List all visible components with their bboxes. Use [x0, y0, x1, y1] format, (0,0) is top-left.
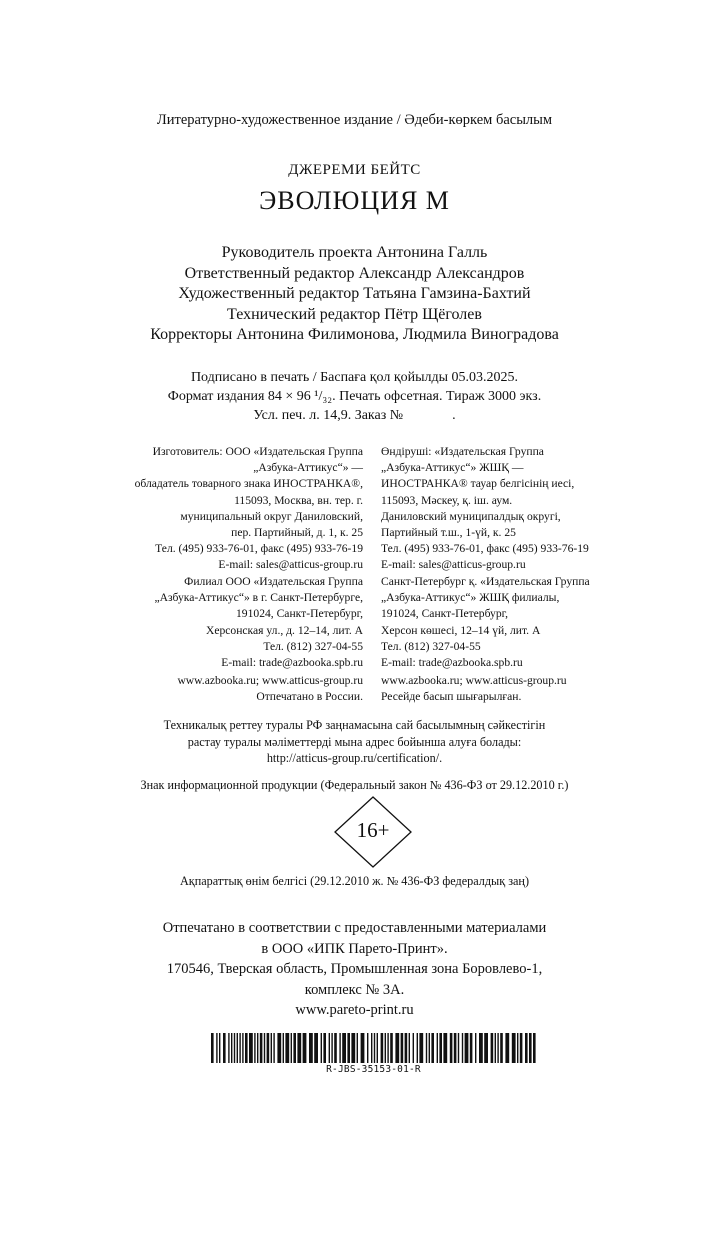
barcode-bar: [339, 1033, 340, 1063]
manufacturer-ru-email: E-mail: sales@atticus-group.ru: [218, 558, 363, 572]
barcode-bar: [401, 1033, 404, 1063]
barcode-bar: [231, 1033, 232, 1063]
manufacturer-ru-line: муниципальный округ Даниловский,: [180, 509, 363, 523]
manufacturer-kz-line: „Азбука-Аттикус“» ЖШҚ —: [381, 461, 524, 475]
barcode-bar: [314, 1033, 318, 1063]
certification-block: [0, 717, 709, 767]
branch-ru-line: Тел. (812) 327-04-55: [263, 639, 363, 653]
age-rating-badge: [333, 796, 413, 868]
manufacturer-kz-line: 115093, Мәскеу, қ. іш. аум.: [381, 493, 513, 507]
barcode-bar: [505, 1033, 509, 1063]
branch-kz-line: Тел. (812) 327-04-55: [381, 639, 481, 653]
barcode-bar: [517, 1033, 518, 1063]
barcode-bar: [321, 1033, 322, 1063]
web-ru: [177, 673, 363, 705]
barcode-bar: [342, 1033, 346, 1063]
book-title: ЭВОЛЮЦИЯ М: [259, 186, 450, 215]
barcode-bar: [470, 1033, 473, 1063]
printed-by-block: [0, 918, 709, 1021]
barcode-bar: [228, 1033, 229, 1063]
credits-block: [0, 243, 709, 346]
barcode-bar: [303, 1033, 307, 1063]
printed-in-russia: Отпечатано в России.: [256, 690, 363, 704]
barcode-bar: [351, 1033, 355, 1063]
branch-ru-line: 191024, Санкт-Петербург,: [236, 607, 363, 621]
barcode-bar: [497, 1033, 498, 1063]
barcode-bar: [334, 1033, 337, 1063]
branch-ru-line: Херсонская ул., д. 12–14, лит. А: [205, 623, 363, 637]
barcode-bar: [257, 1033, 258, 1063]
barcode-bar: [297, 1033, 301, 1063]
info-sign-law: Знак информационной продукции (Федеральный закон № 436-ФЗ от 29.12.2010 г.): [140, 778, 569, 792]
barcode-bar: [395, 1033, 399, 1063]
printed-by-line: 170546, Тверская область, Промышленная зона Боровлево-1,: [166, 961, 543, 977]
branch-kz-line: „Азбука-Аттикус“» ЖШҚ филиалы,: [381, 591, 560, 605]
barcode-bar: [377, 1033, 378, 1063]
printed-by-line: Отпечатано в соответствии с предоставленными материалами: [162, 920, 547, 936]
printed-by-line: в ООО «ИПК Парето-Принт».: [261, 940, 448, 957]
barcode-bar: [429, 1033, 430, 1063]
certification-line: растау туралы мәліметтерді мына адрес бойынша алуға болады:: [187, 734, 522, 749]
barcode-bar: [242, 1033, 243, 1063]
barcode-text: R-JBS-35153-01-R: [326, 1064, 421, 1075]
barcode-bar: [249, 1033, 253, 1063]
branch-ru-line: „Азбука-Аттикус“» в г. Санкт-Петербурге,: [154, 591, 363, 605]
branch-kz-line: Санкт-Петербург қ. «Издательская Группа: [381, 575, 590, 588]
manufacturer-ru-line: пер. Партийный, д. 1, к. 25: [231, 526, 363, 540]
websites-kz: www.azbooka.ru; www.atticus-group.ru: [381, 674, 567, 687]
manufacturer-kz-email: E-mail: sales@atticus-group.ru: [381, 558, 526, 572]
barcode-bar: [512, 1033, 516, 1063]
barcode-bar: [491, 1033, 494, 1063]
barcode-bar: [385, 1033, 386, 1063]
print-sheets-order: Усл. печ. л. 14,9. Заказ № .: [253, 408, 456, 423]
printed-by-line: комплекс № 3А.: [304, 981, 405, 998]
barcode-bar: [277, 1033, 281, 1063]
barcode-bar: [285, 1033, 289, 1063]
barcode-bar: [419, 1033, 423, 1063]
barcode-bar: [381, 1033, 384, 1063]
barcode-bar: [443, 1033, 447, 1063]
barcode-bar: [260, 1033, 263, 1063]
barcode-bar: [223, 1033, 226, 1063]
barcode-bar: [484, 1033, 488, 1063]
credit-proofreaders: Корректоры Антонина Филимонова, Людмила Виноградова: [150, 326, 559, 343]
branch-kz-line: Херсон көшесі, 12–14 үй, лит. А: [381, 623, 541, 637]
barcode-bar: [211, 1033, 214, 1063]
manufacturer-kz-line: Партийный т.ш., 1-үй, к. 25: [381, 526, 516, 540]
age-rating-text: 16+: [356, 818, 390, 842]
barcode-bar: [267, 1033, 270, 1063]
barcode-bar: [525, 1033, 528, 1063]
barcode-bar: [390, 1033, 393, 1063]
barcode-bar: [437, 1033, 438, 1063]
barcode-bar: [245, 1033, 248, 1063]
barcode-bar: [465, 1033, 469, 1063]
barcode-bar: [237, 1033, 238, 1063]
barcode-bar: [462, 1033, 463, 1063]
manufacturer-kz-line: ИНОСТРАНКА® тауар белгісінің иесі,: [381, 477, 575, 491]
barcode-bar: [371, 1033, 372, 1063]
barcode-bar: [273, 1033, 274, 1063]
barcode-bar: [520, 1033, 523, 1063]
branch-ru: [154, 574, 363, 671]
certification-url: http://atticus-group.ru/certification/.: [266, 751, 443, 765]
manufacturer-ru-line: Изготовитель: ООО «Издательская Группа: [152, 445, 363, 458]
branch-ru-line: Филиал ООО «Издательская Группа: [184, 575, 363, 588]
credit-technical-editor: Технический редактор Пётр Щёголев: [227, 305, 482, 323]
manufacturer-kz-line: Өндіруші: «Издательская Группа: [381, 445, 544, 458]
barcode-bar: [234, 1033, 235, 1063]
barcode-bar: [475, 1033, 476, 1063]
barcode-bar: [417, 1033, 418, 1063]
barcode-bar: [426, 1033, 427, 1063]
info-sign-kz: Ақпараттық өнім белгісі (29.12.2010 ж. № 436-ФЗ федералдық заң): [179, 874, 530, 888]
barcode-bar: [329, 1033, 330, 1063]
print-format: Формат издания 84 × 96 ¹/₃₂. Печать офсетная. Тираж 3000 экз.: [167, 389, 542, 404]
barcode-bar: [533, 1033, 536, 1063]
barcode-bar: [374, 1033, 375, 1063]
manufacturer-kz-line: Тел. (495) 933-76-01, факс (495) 933-76-19: [381, 542, 589, 556]
barcode-bar: [309, 1033, 313, 1063]
manufacturer-ru-line: „Азбука-Аттикус“» —: [253, 461, 363, 475]
barcode-bar: [479, 1033, 483, 1063]
branch-kz-line: 191024, Санкт-Петербург,: [381, 607, 508, 621]
barcode-bar: [450, 1033, 453, 1063]
barcode-bar: [431, 1033, 434, 1063]
barcode-bar: [439, 1033, 442, 1063]
branch-kz: [381, 574, 590, 671]
credit-project-lead: Руководитель проекта Антонина Галль: [221, 244, 488, 261]
manufacturer-ru-line: обладатель товарного знака ИНОСТРАНКА®,: [134, 477, 363, 491]
author-name: ДЖЕРЕМИ БЕЙТС: [288, 162, 421, 178]
websites-ru: www.azbooka.ru; www.atticus-group.ru: [177, 674, 363, 687]
printed-by-website: www.pareto-print.ru: [295, 1002, 414, 1018]
genre-line: Литературно-художественное издание / Әдеби-көркем басылым: [156, 112, 553, 128]
manufacturer-ru-line: Тел. (495) 933-76-01, факс (495) 933-76-19: [155, 542, 363, 556]
barcode-bar: [283, 1033, 284, 1063]
barcode-bar: [409, 1033, 410, 1063]
manufacturer-ru: [135, 444, 363, 574]
manufacturer-kz: [381, 444, 589, 574]
barcode-icon: [211, 1033, 536, 1063]
barcode-bar: [347, 1033, 350, 1063]
barcode-bar: [413, 1033, 414, 1063]
barcode-bar: [454, 1033, 457, 1063]
credit-managing-editor: Ответственный редактор Александр Александров: [184, 264, 525, 282]
barcode-bar: [405, 1033, 408, 1063]
barcode-bar: [331, 1033, 332, 1063]
barcode-bar: [357, 1033, 358, 1063]
barcode-bar: [293, 1033, 296, 1063]
barcode-bar: [387, 1033, 388, 1063]
barcode-bar: [458, 1033, 459, 1063]
barcode-bar: [361, 1033, 365, 1063]
barcode-bar: [323, 1033, 326, 1063]
credit-art-editor: Художественный редактор Татьяна Гамзина-Бахтий: [178, 285, 531, 302]
print-signed-date: Подписано в печать / Баспаға қол қойылды 05.03.2025.: [190, 370, 519, 385]
web-kz: [381, 673, 567, 705]
barcode-bar: [219, 1033, 220, 1063]
barcode-bar: [500, 1033, 503, 1063]
barcode-bar: [254, 1033, 255, 1063]
barcode-bar: [495, 1033, 496, 1063]
barcode-bar: [291, 1033, 292, 1063]
branch-kz-email: E-mail: trade@azbooka.spb.ru: [381, 656, 523, 670]
certification-line: Техникалық реттеу туралы РФ заңнамасына сай басылымның сәйкестігін: [163, 718, 546, 732]
barcode-bar: [239, 1033, 240, 1063]
barcode-bar: [264, 1033, 265, 1063]
barcode-bar: [367, 1033, 368, 1063]
barcode-bar: [216, 1033, 217, 1063]
manufacturer-ru-line: 115093, Москва, вн. тер. г.: [234, 493, 363, 507]
print-info-block: [0, 368, 709, 425]
barcode-bar: [529, 1033, 532, 1063]
printed-in-russia-kz: Ресейде басып шығарылған.: [381, 690, 522, 704]
barcode-bar: [271, 1033, 272, 1063]
branch-ru-email: E-mail: trade@azbooka.spb.ru: [221, 656, 363, 670]
manufacturer-kz-line: Даниловский муниципалдық округі,: [381, 509, 561, 523]
